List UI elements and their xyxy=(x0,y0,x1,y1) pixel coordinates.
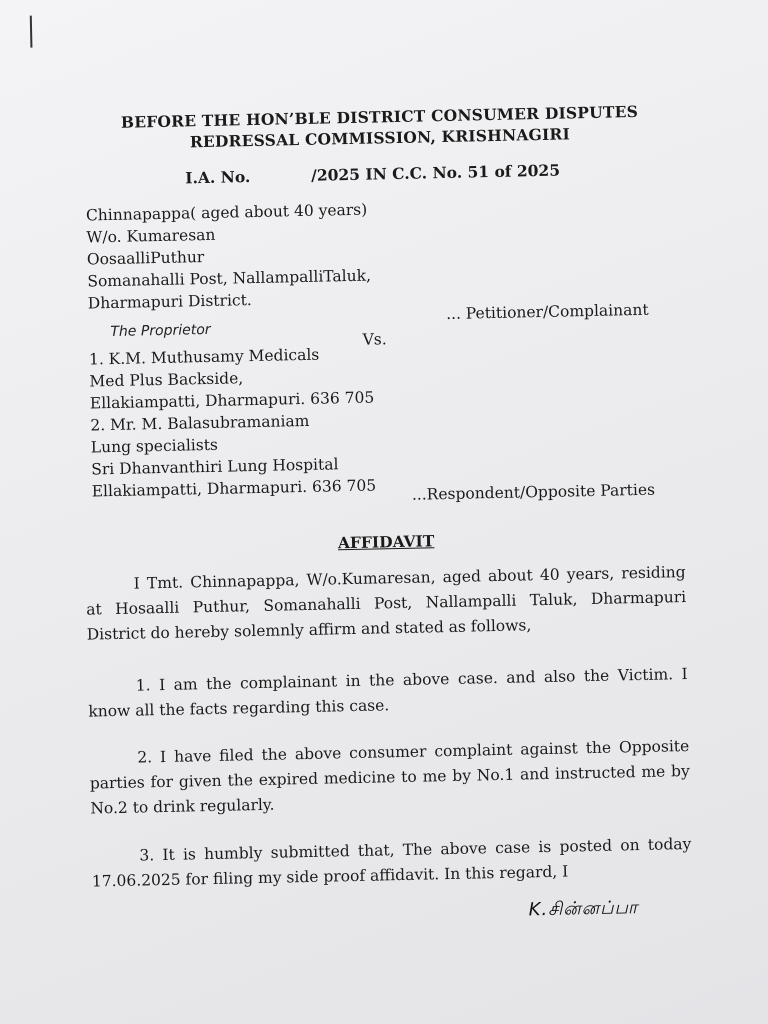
petitioner-address xyxy=(86,199,372,315)
handwritten-note: The Proprietor xyxy=(110,321,211,341)
signature: K.சின்னப்பா xyxy=(528,897,639,921)
paragraph-text: I Tmt. Chinnapappa, W/o.Kumaresan, aged about 40 years, residing at Hosaalli Puthur, Somanahalli Post, Nallampalli Taluk, Dharmapuri District do hereby solemnly affirm and stated as follows, xyxy=(86,563,687,644)
respondent-line: Lung specialists xyxy=(90,435,219,457)
petitioner-line: OosaalliPuthur xyxy=(86,248,205,269)
paragraph-3 xyxy=(91,832,692,895)
respondents-address xyxy=(89,343,377,503)
petitioner-line: Dharmapuri District. xyxy=(87,291,252,313)
respondent-line: Sri Dhanvanthiri Lung Hospital xyxy=(91,455,339,479)
paragraph-text: 3. It is humbly submitted that, The above case is posted on today 17.06.2025 for filing my side proof affidavit. In this regard, I xyxy=(91,834,692,891)
versus-label: Vs. xyxy=(362,330,387,349)
heading-line-1: BEFORE THE HON’BLE DISTRICT CONSUMER DISPUTES xyxy=(120,101,639,132)
respondent-line: 1. K.M. Muthusamy Medicals xyxy=(88,345,320,369)
paragraph-1 xyxy=(88,662,689,725)
cc-number-label: /2025 IN C.C. No. 51 of 2025 xyxy=(310,160,561,185)
respondent-role: ...Respondent/Opposite Parties xyxy=(411,480,656,504)
intro-paragraph xyxy=(85,560,686,648)
pen-mark xyxy=(30,16,33,48)
petitioner-role: ... Petitioner/Complainant xyxy=(445,300,649,323)
respondent-line: Ellakiampatti, Dharmapuri. 636 705 xyxy=(91,476,377,501)
petitioner-line: Chinnapappa( aged about 40 years) xyxy=(85,200,368,225)
petitioner-line: W/o. Kumaresan xyxy=(86,225,216,247)
paragraph-text: 2. I have filed the above consumer complaint against the Opposite parties for given the expired medicine to me by No.1 and instructed me by No.2 to drink regularly. xyxy=(89,736,690,818)
respondent-line: Med Plus Backside, xyxy=(89,369,244,391)
petitioner-line: Somanahalli Post, NallampalliTaluk, xyxy=(87,266,372,291)
heading-line-2: REDRESSAL COMMISSION, KRISHNAGIRI xyxy=(189,124,571,152)
ia-number-label: I.A. No. xyxy=(185,167,251,188)
paragraph-2 xyxy=(89,734,690,822)
respondent-line: Ellakiampatti, Dharmapuri. 636 705 xyxy=(89,388,375,413)
paragraph-text: 1. I am the complainant in the above case. and also the Victim. I know all the facts regarding this case. xyxy=(88,665,688,721)
respondent-line: 2. Mr. M. Balasubramaniam xyxy=(90,411,310,435)
court-heading xyxy=(107,101,653,154)
affidavit-title: AFFIDAVIT xyxy=(337,531,435,553)
